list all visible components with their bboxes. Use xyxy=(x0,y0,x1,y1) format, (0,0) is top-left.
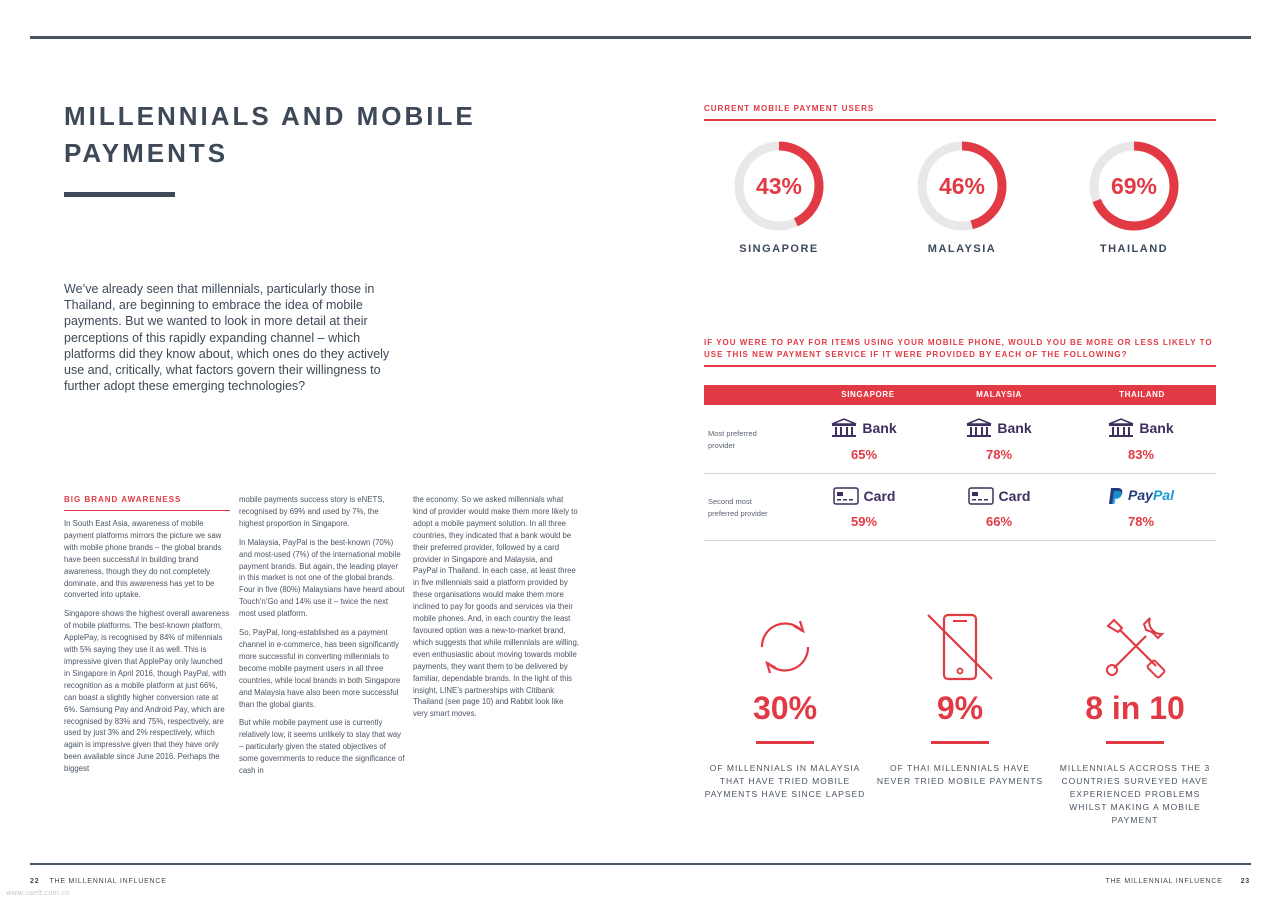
stat-value: 8 in 10 xyxy=(1085,690,1185,726)
row-label-second-preferred: Second most preferred provider xyxy=(708,497,768,518)
card-icon xyxy=(833,487,859,505)
donut-value: 46% xyxy=(938,173,986,199)
intro-paragraph: We’ve already seen that millennials, particularly those in Thailand, are beginning to embrace the idea of mobile payments. But we wanted to look in more detail at their perceptions of this rapidly expanding channel – which platforms did they know about, which ones do they actively use and, critically, what factors govern their willingness to further adopt these emerging technologies? xyxy=(64,282,390,394)
footer-right xyxy=(1105,878,1250,885)
brand-cell xyxy=(804,485,924,507)
preference-percent: 78% xyxy=(985,447,1013,462)
watermark: www.uselt.com.cn xyxy=(6,889,70,897)
brand-name: Bank xyxy=(862,420,897,436)
top-rule xyxy=(30,36,1251,39)
brand-name: Bank xyxy=(1139,420,1174,436)
brand-name: Card xyxy=(998,488,1031,504)
bank-icon xyxy=(831,418,857,438)
bank-icon xyxy=(1108,418,1134,438)
article-column-1 xyxy=(64,494,230,782)
stat-description: OF THAI MILLENNIALS HAVE NEVER TRIED MOBILE PAYMENTS xyxy=(876,763,1044,786)
brand-cell xyxy=(939,485,1059,507)
bank-icon xyxy=(966,418,992,438)
donut-value: 69% xyxy=(1110,173,1158,199)
title-underline xyxy=(64,192,175,197)
article-paragraph: mobile payments success story is eNETS, recognised by 69% and used by 7%, the highest proportion in Singapore. xyxy=(239,495,385,528)
donut-malaysia xyxy=(917,141,1007,231)
paypal-wordmark-pal: Pal xyxy=(1152,487,1174,503)
paypal-logo xyxy=(1108,487,1124,505)
stat-description: OF MILLENNIALS IN MALAYSIA THAT HAVE TRIED MOBILE PAYMENTS HAVE SINCE LAPSED xyxy=(704,763,866,799)
article-paragraph: So, PayPal, long-established as a payment channel in e-commerce, has been significantly more successful in converting millennials to become mobile payment users in all three countries, while local brands in both Singapore and Malaysia have also been more successful than the global giants. xyxy=(239,628,401,709)
page-title: MILLENNIALS AND MOBILE PAYMENTS xyxy=(64,101,476,168)
stat-value: 9% xyxy=(936,690,984,726)
stat-value: 30% xyxy=(752,690,818,726)
paypal-wordmark-pay: Pay xyxy=(1128,487,1153,503)
stat-underline xyxy=(931,741,989,744)
no-phone-icon xyxy=(925,612,995,682)
preference-rule xyxy=(704,365,1216,367)
brand-cell xyxy=(804,417,924,439)
paypal-wordmark xyxy=(1128,487,1174,505)
footer-title-left: THE MILLENNIAL INFLUENCE xyxy=(49,878,167,885)
article-paragraph: In South East Asia, awareness of mobile payment platforms mirrors the picture we saw with mobile phone brands – the global brands have been successful in building brand awareness, though they do not completely dominate, and this awareness has yet to be converted into uptake. xyxy=(64,519,222,600)
donut-thailand xyxy=(1089,141,1179,231)
article-paragraph: But while mobile payment use is currently relatively low, it seems unlikely to stay that way – particularly given the stated objectives of some governments to reduce the significance of cash in xyxy=(239,718,405,776)
preference-question: IF YOU WERE TO PAY FOR ITEMS USING YOUR MOBILE PHONE, WOULD YOU BE MORE OR LESS LIKELY TO USE THIS NEW PAYMENT SERVICE IF IT WERE PROVIDED BY EACH OF THE FOLLOWING? xyxy=(704,338,1213,359)
article-column-3 xyxy=(413,494,579,727)
preference-percent: 66% xyxy=(985,514,1013,529)
column-header-malaysia: MALAYSIA xyxy=(976,390,1022,399)
footer-left xyxy=(30,878,167,885)
article-paragraph: In Malaysia, PayPal is the best-known (70%) and most-used (7%) of the international mobile payment brands. But again, the leading player in this market is not one of the global brands. Four in five (80%) Malaysians have heard about Touch’n’Go and 14% use it – twice the next most used platform. xyxy=(239,537,405,619)
preference-percent: 83% xyxy=(1127,447,1155,462)
current-users-heading: CURRENT MOBILE PAYMENT USERS xyxy=(704,104,875,113)
card-icon xyxy=(968,487,994,505)
article-paragraph: Singapore shows the highest overall awareness of mobile platforms. The best-known platform, ApplePay, is recognised by 84% of millennials with 5% saying they use it as well. This is impressive given that ApplePay only launched in Singapore in April 2016, though PayPal, with recognition as a mobile platform at just 66%, can boast a slightly higher conversion rate at 6%. Samsung Pay and Android Pay, which are recognised by 83% and 75%, respectively, are used by just 3% and 2% respectively, which again is impressive given that they have only been available since June 2016. Perhaps the biggest xyxy=(64,609,230,774)
donut-value: 43% xyxy=(755,173,803,199)
tools-icon xyxy=(1100,612,1170,682)
page-number-right: 23 xyxy=(1240,878,1250,885)
table-row-divider xyxy=(704,540,1216,541)
brand-cell xyxy=(939,417,1059,439)
article-column-2 xyxy=(239,494,405,784)
table-header xyxy=(704,385,1216,405)
stat-underline xyxy=(1106,741,1164,744)
stat-underline xyxy=(756,741,814,744)
donut-singapore xyxy=(734,141,824,231)
preference-percent: 59% xyxy=(850,514,878,529)
preference-percent: 78% xyxy=(1127,514,1155,529)
table-row-divider xyxy=(704,473,1216,474)
column-header-thailand: THAILAND xyxy=(1119,390,1165,399)
stat-description: MILLENNIALS ACCROSS THE 3 COUNTRIES SURVEYED HAVE EXPERIENCED PROBLEMS WHILST MAKING A MOBILE PAYMENT xyxy=(1059,763,1211,825)
donut-label-singapore: SINGAPORE xyxy=(739,243,819,255)
article-heading: BIG BRAND AWARENESS xyxy=(64,494,230,511)
brand-cell xyxy=(1081,485,1201,507)
column-header-singapore: SINGAPORE xyxy=(841,390,895,399)
refresh-icon xyxy=(750,612,820,682)
donut-label-thailand: THAILAND xyxy=(1099,243,1169,255)
preference-percent: 65% xyxy=(850,447,878,462)
brand-name: Bank xyxy=(997,420,1032,436)
row-label-most-preferred: Most preferred provider xyxy=(708,429,757,450)
brand-cell xyxy=(1081,417,1201,439)
brand-name: Card xyxy=(863,488,896,504)
article-paragraph: the economy. So we asked millennials what kind of provider would make them more likely to adopt a mobile payment solution. In all three countries, they indicated that a bank would be their preferred provider, followed by a card provider in Singapore and Malaysia, and PayPal in Thailand. In each case, at least three in five millennials said a platform provided by these organisations would make them more inclined to pay for goods and services via their mobile phones. And, in each country the least favoured option was a new-to-market brand, which suggests that while millennials are willing, even enthusiastic about moving towards mobile payments, they want them to be delivered by familiar, dependable brands. In the light of this insight, LINE’s partnerships with Citibank Thailand (see page 10) and Rabbit look like very smart moves. xyxy=(413,495,579,719)
current-users-rule xyxy=(704,119,1216,121)
footer-title-right: THE MILLENNIAL INFLUENCE xyxy=(1105,878,1223,885)
page-number-left: 22 xyxy=(30,878,40,885)
donut-label-malaysia: MALAYSIA xyxy=(927,243,997,255)
bottom-rule xyxy=(30,863,1251,865)
